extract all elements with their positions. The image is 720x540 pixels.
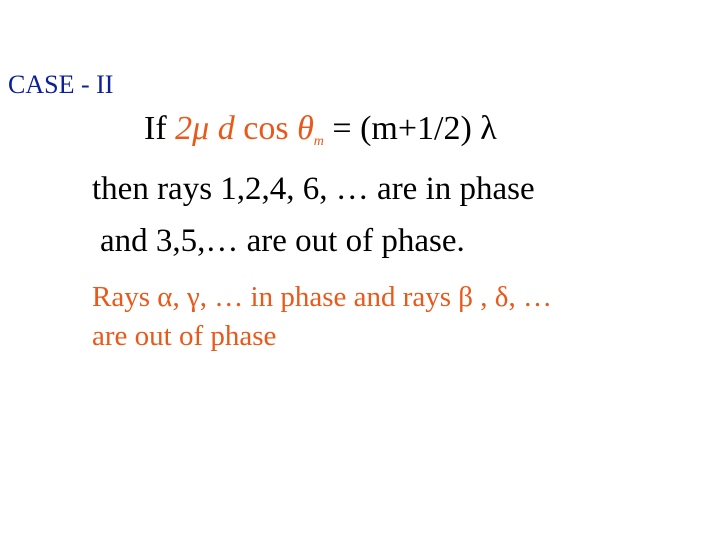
- statement-line-out-of-phase: and 3,5,… are out of phase.: [100, 223, 465, 259]
- note-line-1: Rays α, γ, … in phase and rays β , δ, …: [92, 281, 552, 313]
- rays-note: [92, 278, 552, 356]
- equation-coefficient-mu: 2μ: [175, 110, 210, 147]
- phase-condition-equation: [144, 108, 497, 163]
- equation-lambda: λ: [480, 110, 497, 147]
- equation-thickness-d: d: [217, 110, 235, 147]
- note-line-2: are out of phase: [92, 320, 277, 352]
- equation-theta: θ: [297, 110, 314, 147]
- equation-cos: cos: [243, 110, 289, 147]
- case-heading: CASE - II: [8, 70, 114, 99]
- equation-rhs: = (m+1/2): [323, 110, 481, 147]
- equation-prefix: If: [144, 110, 176, 147]
- phase-statement: [92, 163, 535, 267]
- statement-line-in-phase: then rays 1,2,4, 6, … are in phase: [92, 171, 535, 207]
- equation-theta-subscript: m: [313, 134, 324, 149]
